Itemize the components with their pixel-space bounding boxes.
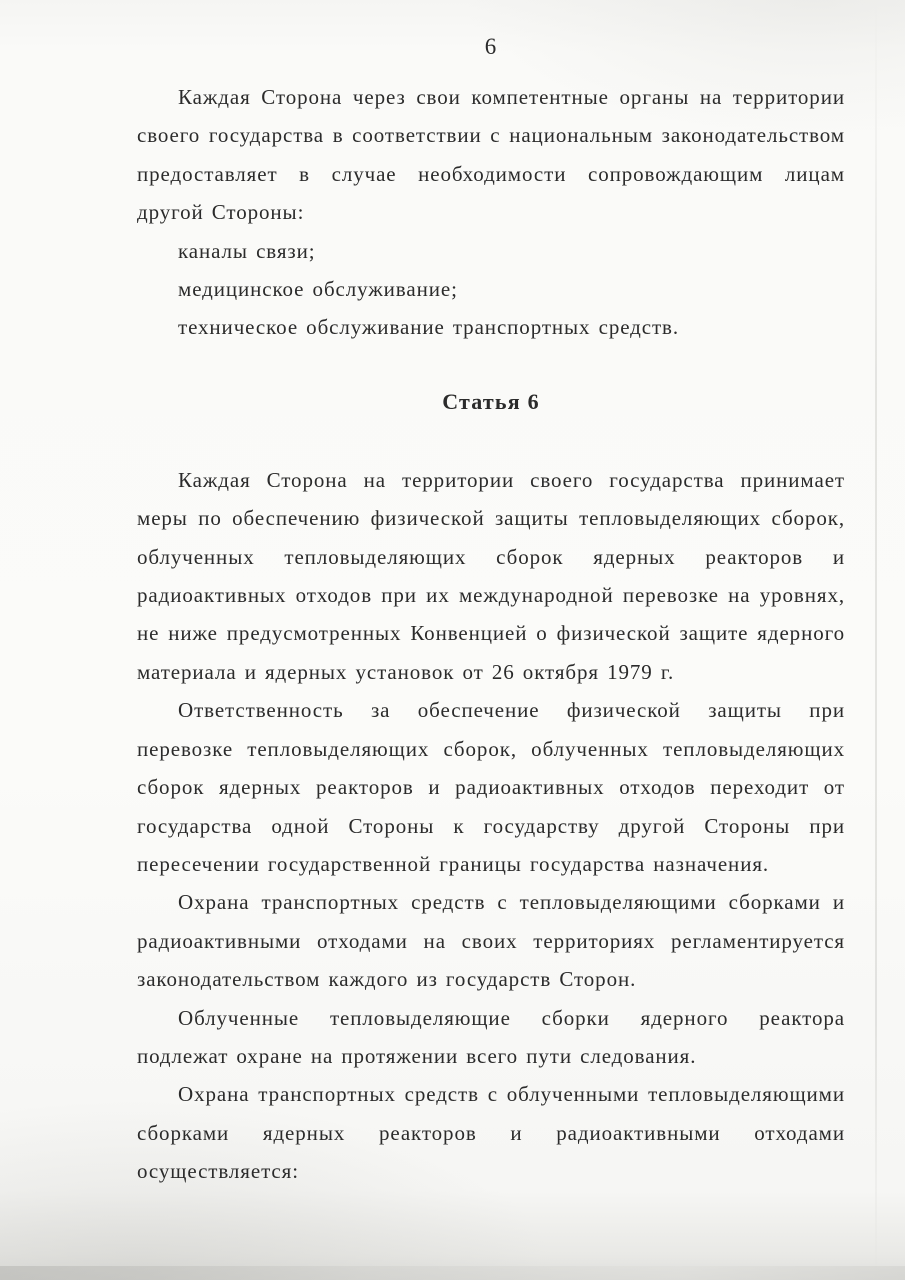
paragraph-physical-protection: Каждая Сторона на территории своего государства принимает меры по обеспечению физической защиты тепловыделяющих сборок, облученных тепловыделяющих сборок ядерных реакторов и радиоактивных отходов при их международной перевозке на уровнях, не ниже предусмотренных Конвенцией о физической защите ядерного материала и ядерных установок от 26 октября 1979 г. bbox=[137, 467, 845, 684]
paragraph-route-protection: Облученные тепловыделяющие сборки ядерного реактора подлежат охране на протяжении всего пути следования. bbox=[137, 1005, 845, 1068]
paragraph-vehicle-guarding: Охрана транспортных средств с тепловыделяющими сборками и радиоактивными отходами на своих территориях регламентируется законодательством каждого из государств Сторон. bbox=[137, 890, 845, 992]
article-6-heading: Статья 6 bbox=[442, 388, 540, 414]
paragraph-guarding-implementation: Охрана транспортных средств с облученными тепловыделяющими сборками ядерных реакторов и радиоактивными отходами осуществляется: bbox=[137, 1082, 845, 1184]
scan-artifact-right-edge bbox=[875, 0, 877, 1280]
page-number: 6 bbox=[484, 34, 498, 59]
list-item-medical-service: медицинское обслуживание; bbox=[178, 277, 458, 302]
document-content bbox=[137, 0, 845, 1191]
paragraph-competent-authorities: Каждая Сторона через свои компетентные органы на территории своего государства в соответствии с национальным законодательством предоставляет в случае необходимости сопровождающим лицам другой Стороны: bbox=[137, 85, 845, 225]
list-item-communication-channels: каналы связи; bbox=[178, 238, 316, 263]
paragraph-responsibility-transfer: Ответственность за обеспечение физической защиты при перевозке тепловыделяющих сборок, облученных тепловыделяющих сборок ядерных реакторов и радиоактивных отходов переходит от государства одной Стороны к государству другой Стороны при пересечении государственной границы государства назначения. bbox=[137, 698, 845, 876]
scan-artifact-bottom-edge bbox=[0, 1266, 905, 1280]
list-item-vehicle-maintenance: техническое обслуживание транспортных средств. bbox=[178, 315, 680, 340]
provisions-list bbox=[137, 232, 845, 347]
